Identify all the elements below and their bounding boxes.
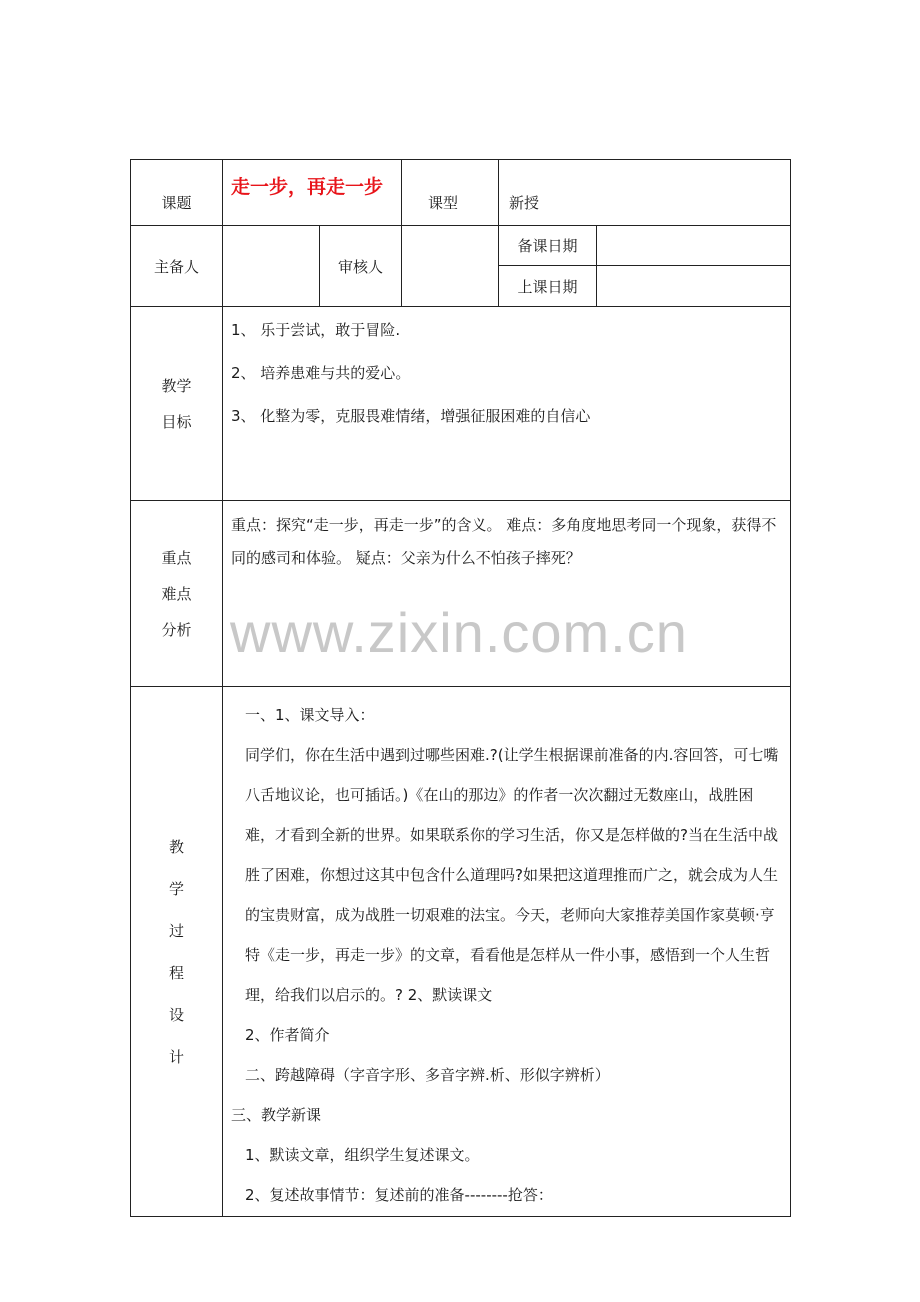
type-value: 新授	[499, 160, 791, 226]
watermark-text: www.zixin.com.cn	[230, 601, 688, 664]
analysis-label-line3: 分析	[161, 620, 192, 639]
lesson-plan-table	[130, 159, 791, 1217]
goals-label-line2: 目标	[161, 412, 192, 431]
analysis-content: 重点：探究“走一步，再走一步”的含义。 难点：多角度地思考同一个现象，获得不同的感司和体验。 疑点：父亲为什么不怕孩子摔死？	[223, 501, 791, 687]
goals-label-line1: 教学	[161, 376, 192, 395]
process-label-char: 程	[168, 963, 184, 982]
process-label-char: 设	[168, 1005, 184, 1024]
process-line: 二、跨越障碍（字音字形、多音字辨.析、形似字辨析）	[245, 1066, 610, 1084]
process-content	[223, 687, 791, 1217]
preparer-value	[223, 226, 320, 307]
goal-item: 2、 培养患难与共的爱心。	[231, 364, 411, 382]
analysis-label-line2: 难点	[161, 584, 192, 603]
process-label	[131, 687, 223, 1217]
class-date-value	[597, 266, 791, 307]
goal-item: 1、 乐于尝试，敢于冒险.	[231, 321, 401, 339]
goals-content	[223, 307, 791, 501]
analysis-label-line1: 重点	[161, 548, 192, 567]
process-paragraph: 同学们，你在生活中遇到过哪些困难.?(让学生根据课前准备的内.容回答，可七嘴八舌地议论，也可插话。)《在山的那边》的作者一次次翻过无数座山，战胜困难，才看到全新的世界。如果联系你的学习生活，你又是怎样做的?当在生活中战胜了困难，你想过这其中包含什么道理吗?如果把这道理推而广之，就会成为人生的宝贵财富，成为战胜一切艰难的法宝。今天，老师向大家推荐美国作家莫顿·亨特《走一步，再走一步》的文章，看看他是怎样从一件小事，感悟到一个人生哲理，给我们以启示的。? 2、默读课文	[245, 746, 779, 1004]
process-line: 1、默读文章，组织学生复述课文。	[245, 1146, 480, 1164]
prep-date-value	[597, 226, 791, 266]
goal-item: 3、 化整为零，克服畏难情绪，增强征服困难的自信心	[231, 407, 591, 425]
analysis-label	[131, 501, 223, 687]
topic-row	[131, 160, 791, 226]
process-label-char: 学	[168, 879, 184, 898]
topic-label: 课题	[131, 160, 223, 226]
goals-label	[131, 307, 223, 501]
process-line: 2、作者简介	[245, 1026, 330, 1044]
goals-row	[131, 307, 791, 501]
process-line: 2、复述故事情节：复述前的准备--------抢答：	[245, 1186, 553, 1204]
reviewer-value	[402, 226, 499, 307]
process-label-char: 过	[168, 921, 184, 940]
analysis-row	[131, 501, 791, 687]
class-date-label: 上课日期	[499, 266, 597, 307]
process-line: 一、1、课文导入：	[245, 706, 375, 724]
process-label-char: 教	[168, 837, 184, 856]
process-label-char: 计	[168, 1047, 184, 1066]
process-row	[131, 687, 791, 1217]
process-line: 三、教学新课	[231, 1106, 322, 1124]
reviewer-label: 审核人	[320, 226, 402, 307]
preparer-label: 主备人	[131, 226, 223, 307]
staff-row-top	[131, 226, 791, 266]
type-label: 课型	[402, 160, 499, 226]
lesson-title: 走一步，再走一步	[223, 160, 402, 226]
prep-date-label: 备课日期	[499, 226, 597, 266]
